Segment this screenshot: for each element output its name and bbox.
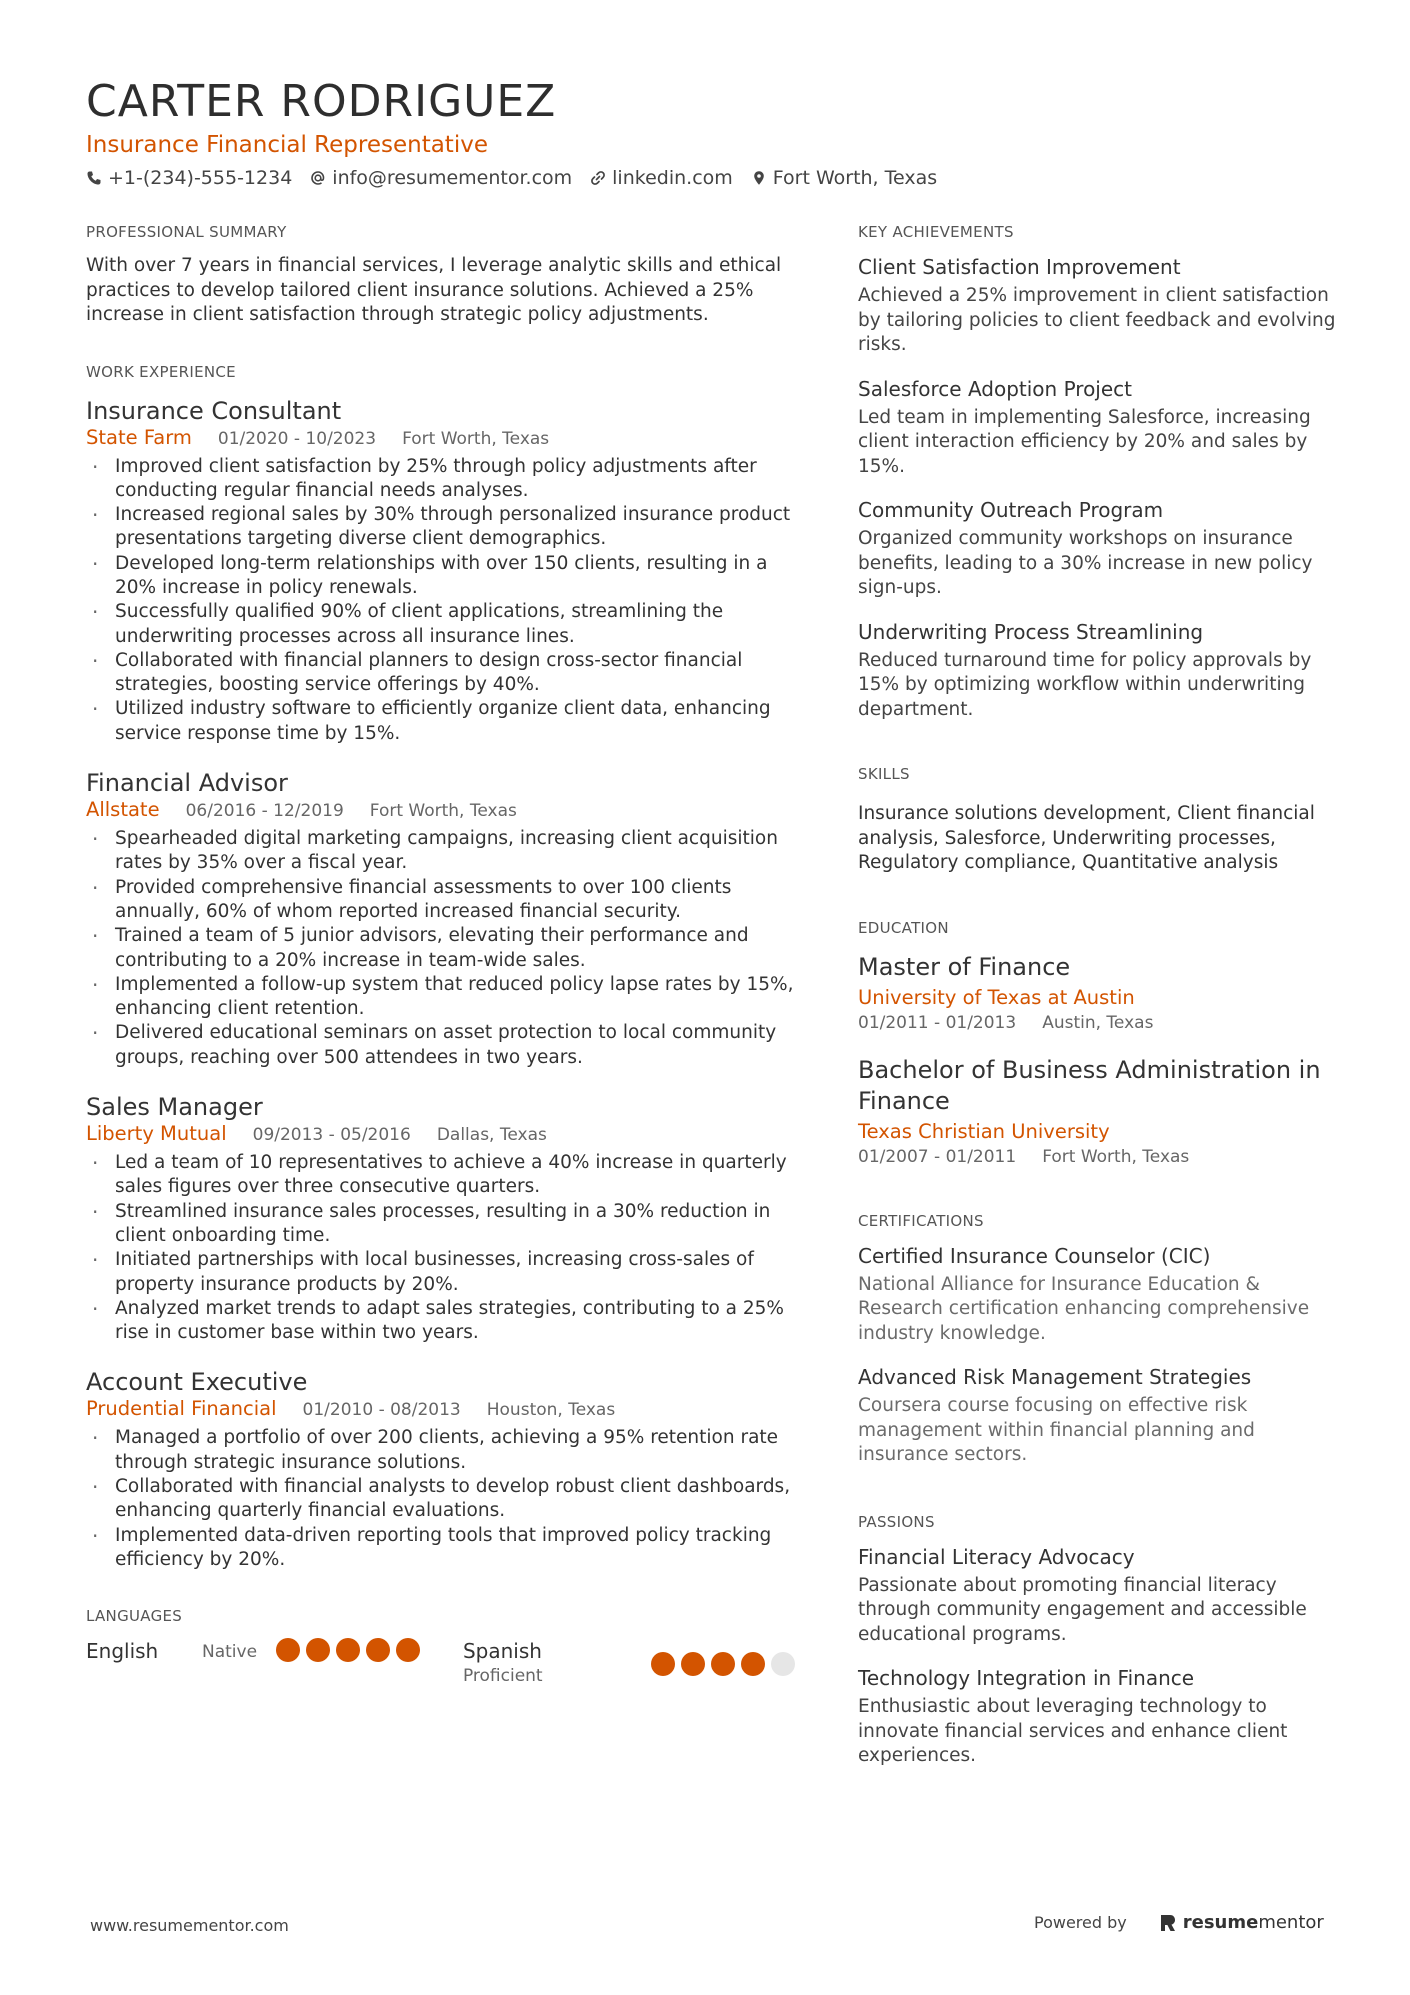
certification-desc: Coursera course focusing on effective risk management within financial planning and insurance sectors. [858, 1395, 1255, 1465]
job-bullet: · Delivered educational seminars on asset protection to local community groups, reaching over 500 attendees in two years. [86, 1021, 802, 1070]
job-meta [86, 1122, 802, 1147]
language-rating [276, 1638, 420, 1688]
skills-heading: SKILLS [858, 765, 910, 783]
certification-desc: National Alliance for Insurance Education & Research certification enhancing comprehensive industry knowledge. [858, 1273, 1310, 1344]
passion-item [858, 1665, 1338, 1769]
job-bullet: · Successfully qualified 90% of client applications, streamlining the underwriting processes across all insurance lines. [86, 600, 802, 649]
job-bullets [86, 455, 802, 747]
brand-logo[interactable] [1159, 1912, 1324, 1933]
passion-desc: Enthusiastic about leveraging technology to innovate financial services and enhance client experiences. [858, 1696, 1288, 1766]
skills-text: Insurance solutions development, Client financial analysis, Salesforce, Underwriting processes, Regulatory compliance, Quantitative analysis [858, 803, 1315, 873]
location-pin-icon [751, 170, 767, 186]
achievement-desc: Achieved a 25% improvement in client satisfaction by tailoring policies to client feedback and evolving risks. [858, 285, 1336, 355]
achievement-title: Salesforce Adoption Project [858, 376, 1133, 401]
education-item [858, 1055, 1338, 1169]
language-level: Proficient [462, 1666, 543, 1687]
candidate-title: Insurance Financial Representative [86, 132, 488, 158]
education-item [858, 952, 1338, 1035]
certification-item [858, 1243, 1338, 1347]
resume-header [86, 76, 1326, 192]
certification-title: Certified Insurance Counselor (CIC) [858, 1243, 1211, 1268]
job-bullet: · Collaborated with financial analysts to develop robust client dashboards, enhancing quarterly financial evaluations. [86, 1475, 802, 1524]
rating-dot-filled [396, 1638, 420, 1662]
languages-heading: LANGUAGES [86, 1607, 183, 1626]
rating-dot-filled [651, 1652, 675, 1676]
job-bullet: · Led a team of 10 representatives to achieve a 40% increase in quarterly sales figures over three consecutive quarters. [86, 1151, 802, 1200]
rating-dot-filled [681, 1652, 705, 1676]
job-bullets [86, 1426, 802, 1572]
job-bullets [86, 1151, 802, 1345]
job-bullet: · Trained a team of 5 junior advisors, elevating their performance and contributing to a 20% increase in team-wide sales. [86, 924, 802, 973]
achievement-desc: Organized community workshops on insurance benefits, leading to a 30% increase in new policy sign-ups. [858, 528, 1313, 598]
footer-branding [1034, 1912, 1324, 1933]
language-level: Native [202, 1642, 258, 1663]
job-bullet: · Improved client satisfaction by 25% through policy adjustments after conducting regular financial needs analyses. [86, 455, 802, 504]
language-item [463, 1638, 802, 1688]
certification-item [858, 1364, 1338, 1468]
passion-title: Financial Literacy Advocacy [858, 1544, 1135, 1569]
left-column [86, 222, 802, 1688]
achievement-title: Underwriting Process Streamlining [858, 619, 1204, 644]
brand-bold: resume [1182, 1912, 1259, 1933]
job-dates: 01/2010 - 08/2013 [302, 1400, 461, 1421]
right-column [858, 222, 1338, 1769]
job-company: State Farm [86, 425, 192, 449]
language-name: Spanish [462, 1639, 542, 1664]
job-location: Fort Worth, Texas [402, 428, 550, 449]
brand-rest: mentor [1258, 1912, 1324, 1933]
rating-dot-filled [276, 1638, 300, 1662]
job-role: Sales Manager [86, 1093, 263, 1122]
education-dates: 01/2007 - 01/2011 [858, 1146, 1017, 1167]
phone-icon [86, 170, 102, 186]
rating-dot-empty [771, 1652, 795, 1676]
job-bullets [86, 827, 802, 1070]
language-item [86, 1638, 463, 1688]
summary-text: With over 7 years in financial services, I leverage analytic skills and ethical practices to develop tailored client insurance solutions. Achieved a 25% increase in client satisfaction through strategic policy adjustments. [86, 255, 782, 325]
link-icon [590, 170, 606, 186]
education-school: Texas Christian University [858, 1119, 1110, 1143]
job-dates: 06/2016 - 12/2019 [185, 801, 344, 822]
job-dates: 01/2020 - 10/2023 [217, 428, 377, 449]
email-text: info@resumementor.com [332, 167, 573, 189]
phone-text: +1-(234)-555-1234 [108, 167, 293, 189]
rating-dot-filled [741, 1652, 765, 1676]
language-name: English [86, 1639, 159, 1664]
contact-bar [86, 164, 1326, 192]
languages-list [86, 1638, 802, 1688]
education-meta [858, 1011, 1338, 1035]
achievement-item [858, 619, 1338, 723]
job-company: Allstate [86, 798, 160, 822]
passion-desc: Passionate about promoting financial literacy through community engagement and accessible educational programs. [858, 1574, 1307, 1645]
job-location: Houston, Texas [486, 1400, 616, 1421]
job-meta [86, 426, 802, 451]
job-meta [86, 798, 802, 823]
summary-heading: PROFESSIONAL SUMMARY [86, 223, 287, 241]
candidate-name: CARTER RODRIGUEZ [86, 76, 557, 127]
certifications-heading: CERTIFICATIONS [858, 1211, 984, 1230]
achievement-item [858, 254, 1338, 358]
language-rating [651, 1638, 795, 1688]
language-label-group [86, 1638, 202, 1688]
job-role: Account Executive [86, 1368, 308, 1397]
job-bullet: · Spearheaded digital marketing campaigns, increasing client acquisition rates by 35% over a fiscal year. [86, 827, 802, 876]
education-location: Fort Worth, Texas [1042, 1146, 1190, 1167]
contact-linkedin[interactable] [590, 164, 733, 192]
job-bullet: · Analyzed market trends to adapt sales strategies, contributing to a 25% rise in customer base within two years. [86, 1297, 802, 1346]
achievement-desc: Led team in implementing Salesforce, increasing client interaction efficiency by 20% and sales by 15%. [858, 406, 1311, 477]
job-entry [86, 1367, 802, 1572]
job-bullet: · Collaborated with financial planners to design cross-sector financial strategies, boosting service offerings by 40%. [86, 649, 802, 698]
job-location: Fort Worth, Texas [369, 801, 517, 822]
certification-title: Advanced Risk Management Strategies [858, 1365, 1252, 1389]
job-bullet: · Streamlined insurance sales processes, resulting in a 30% reduction in client onboarding time. [86, 1200, 802, 1249]
contact-phone [86, 164, 292, 192]
job-bullet: · Initiated partnerships with local businesses, increasing cross-sales of property insurance products by 20%. [86, 1248, 802, 1297]
job-entry [86, 396, 802, 747]
job-bullet: · Developed long-term relationships with over 150 clients, resulting in a 20% increase in policy renewals. [86, 552, 802, 601]
job-entry [86, 1092, 802, 1345]
location-text: Fort Worth, Texas [772, 167, 938, 189]
rating-dot-filled [336, 1638, 360, 1662]
education-school: University of Texas at Austin [858, 985, 1135, 1009]
passion-title: Technology Integration in Finance [858, 1666, 1195, 1690]
achievements-heading: KEY ACHIEVEMENTS [858, 223, 1014, 241]
job-bullet: · Utilized industry software to efficiently organize client data, enhancing service response time by 15%. [86, 697, 802, 746]
passion-item [858, 1544, 1338, 1648]
passions-heading: PASSIONS [858, 1512, 935, 1531]
job-bullet: · Managed a portfolio of over 200 clients, achieving a 95% retention rate through strategic insurance solutions. [86, 1426, 802, 1475]
education-heading: EDUCATION [858, 918, 949, 937]
achievement-title: Community Outreach Program [858, 498, 1164, 522]
job-bullet: · Provided comprehensive financial assessments to over 100 clients annually, 60% of whom reported increased financial security. [86, 876, 802, 925]
achievement-title: Client Satisfaction Improvement [858, 255, 1181, 279]
education-meta [858, 1145, 1338, 1169]
job-location: Dallas, Texas [436, 1125, 547, 1146]
job-company: Prudential Financial [86, 1397, 277, 1421]
language-label-group [463, 1638, 651, 1688]
linkedin-text: linkedin.com [612, 167, 733, 189]
rating-dot-filled [711, 1652, 735, 1676]
achievement-item [858, 376, 1338, 480]
job-bullet: · Implemented data-driven reporting tools that improved policy tracking efficiency by 20%. [86, 1524, 802, 1573]
job-bullet: · Implemented a follow-up system that reduced policy lapse rates by 15%, enhancing client retention. [86, 973, 802, 1022]
job-dates: 09/2013 - 05/2016 [252, 1125, 411, 1146]
achievement-desc: Reduced turnaround time for policy approvals by 15% by optimizing workflow within underwriting department. [858, 649, 1312, 720]
job-role: Insurance Consultant [86, 396, 342, 425]
job-bullet: · Increased regional sales by 30% through personalized insurance product presentations targeting diverse client demographics. [86, 503, 802, 552]
contact-location [751, 164, 937, 192]
powered-by-label: Powered by [1034, 1913, 1127, 1932]
contact-email[interactable] [310, 164, 572, 192]
job-meta [86, 1397, 802, 1422]
job-entry [86, 768, 802, 1070]
job-company: Liberty Mutual [86, 1122, 227, 1146]
education-degree: Bachelor of Business Administration in Finance [858, 1055, 1321, 1115]
rating-dot-filled [306, 1638, 330, 1662]
work-heading: WORK EXPERIENCE [86, 362, 236, 381]
at-icon [310, 170, 326, 186]
footer-website[interactable]: www.resumementor.com [90, 1916, 289, 1935]
education-location: Austin, Texas [1042, 1012, 1154, 1033]
job-role: Financial Advisor [86, 769, 288, 798]
resumementor-logo-icon [1159, 1913, 1177, 1933]
education-degree: Master of Finance [858, 952, 1071, 981]
achievement-item [858, 497, 1338, 601]
education-dates: 01/2011 - 01/2013 [858, 1012, 1017, 1033]
rating-dot-filled [366, 1638, 390, 1662]
